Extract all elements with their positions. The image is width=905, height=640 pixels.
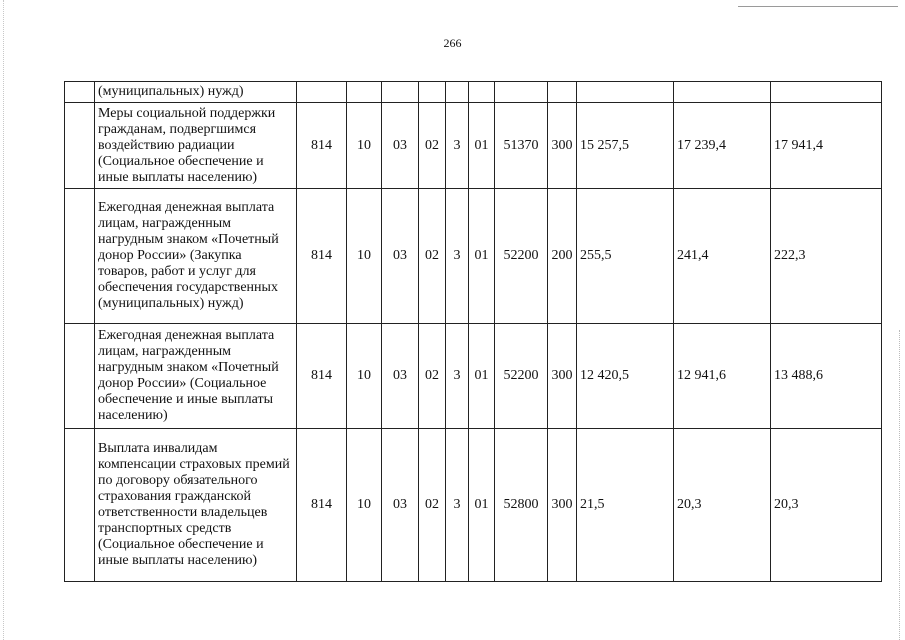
row-index-cell	[65, 324, 95, 429]
admin-code-cell: 814	[297, 189, 347, 324]
table-row	[65, 189, 882, 324]
amount-year3-cell: 222,3	[771, 189, 882, 324]
event-code-cell: 01	[469, 189, 495, 324]
expense-type-cell: 300	[548, 324, 577, 429]
subprogram-code-cell: 3	[446, 103, 469, 189]
admin-code-cell: 814	[297, 324, 347, 429]
description-cell: (муниципальных) нужд)	[95, 82, 297, 103]
amount-year3-cell: 13 488,6	[771, 324, 882, 429]
description-cell: Меры социальной поддержки гражданам, подвергшимся воздействию радиации (Социальное обеспечение и иные выплаты населению)	[95, 103, 297, 189]
event-code-cell: 01	[469, 103, 495, 189]
amount-year3-cell: 17 941,4	[771, 103, 882, 189]
table-body	[65, 82, 882, 582]
subprogram-code-cell: 3	[446, 429, 469, 582]
amount-year2-cell	[674, 82, 771, 103]
scan-artifact-edge	[899, 330, 900, 640]
subsection-code-cell: 03	[382, 103, 419, 189]
description-cell: Ежегодная денежная выплата лицам, награжденным нагрудным знаком «Почетный донор России» (Закупка товаров, работ и услуг для обеспечения государственных (муниципальных) нужд)	[95, 189, 297, 324]
row-index-cell	[65, 82, 95, 103]
expense-type-cell: 300	[548, 103, 577, 189]
expense-type-cell	[548, 82, 577, 103]
row-index-cell	[65, 103, 95, 189]
amount-year3-cell: 20,3	[771, 429, 882, 582]
direction-code-cell: 52200	[495, 189, 548, 324]
direction-code-cell: 51370	[495, 103, 548, 189]
amount-year2-cell: 20,3	[674, 429, 771, 582]
page-number: 266	[443, 36, 462, 50]
program-code-cell: 02	[419, 189, 446, 324]
description-cell: Ежегодная денежная выплата лицам, награжденным нагрудным знаком «Почетный донор России» (Социальное обеспечение и иные выплаты населению)	[95, 324, 297, 429]
program-code-cell	[419, 82, 446, 103]
amount-year1-cell: 255,5	[577, 189, 674, 324]
admin-code-cell: 814	[297, 103, 347, 189]
amount-year1-cell: 15 257,5	[577, 103, 674, 189]
event-code-cell: 01	[469, 324, 495, 429]
subprogram-code-cell: 3	[446, 324, 469, 429]
subsection-code-cell: 03	[382, 324, 419, 429]
scan-artifact-edge	[3, 0, 4, 640]
subsection-code-cell	[382, 82, 419, 103]
section-code-cell	[347, 82, 382, 103]
amount-year2-cell: 17 239,4	[674, 103, 771, 189]
admin-code-cell	[297, 82, 347, 103]
section-code-cell: 10	[347, 324, 382, 429]
description-cell: Выплата инвалидам компенсации страховых премий по договору обязательного страхования гражданской ответственности владельцев транспортных средств (Социальное обеспечение и иные выплаты населению)	[95, 429, 297, 582]
section-code-cell: 10	[347, 103, 382, 189]
row-index-cell	[65, 429, 95, 582]
amount-year1-cell	[577, 82, 674, 103]
program-code-cell: 02	[419, 429, 446, 582]
table-row	[65, 82, 882, 103]
subsection-code-cell: 03	[382, 429, 419, 582]
subprogram-code-cell: 3	[446, 189, 469, 324]
section-code-cell: 10	[347, 189, 382, 324]
direction-code-cell: 52200	[495, 324, 548, 429]
section-code-cell: 10	[347, 429, 382, 582]
program-code-cell: 02	[419, 103, 446, 189]
table-row	[65, 324, 882, 429]
scan-artifact-line	[738, 6, 898, 7]
amount-year1-cell: 12 420,5	[577, 324, 674, 429]
budget-table	[64, 81, 882, 582]
table-row	[65, 103, 882, 189]
direction-code-cell: 52800	[495, 429, 548, 582]
amount-year3-cell	[771, 82, 882, 103]
program-code-cell: 02	[419, 324, 446, 429]
amount-year2-cell: 241,4	[674, 189, 771, 324]
amount-year1-cell: 21,5	[577, 429, 674, 582]
admin-code-cell: 814	[297, 429, 347, 582]
table-row	[65, 429, 882, 582]
expense-type-cell: 300	[548, 429, 577, 582]
expense-type-cell: 200	[548, 189, 577, 324]
event-code-cell: 01	[469, 429, 495, 582]
event-code-cell	[469, 82, 495, 103]
subprogram-code-cell	[446, 82, 469, 103]
amount-year2-cell: 12 941,6	[674, 324, 771, 429]
subsection-code-cell: 03	[382, 189, 419, 324]
row-index-cell	[65, 189, 95, 324]
direction-code-cell	[495, 82, 548, 103]
